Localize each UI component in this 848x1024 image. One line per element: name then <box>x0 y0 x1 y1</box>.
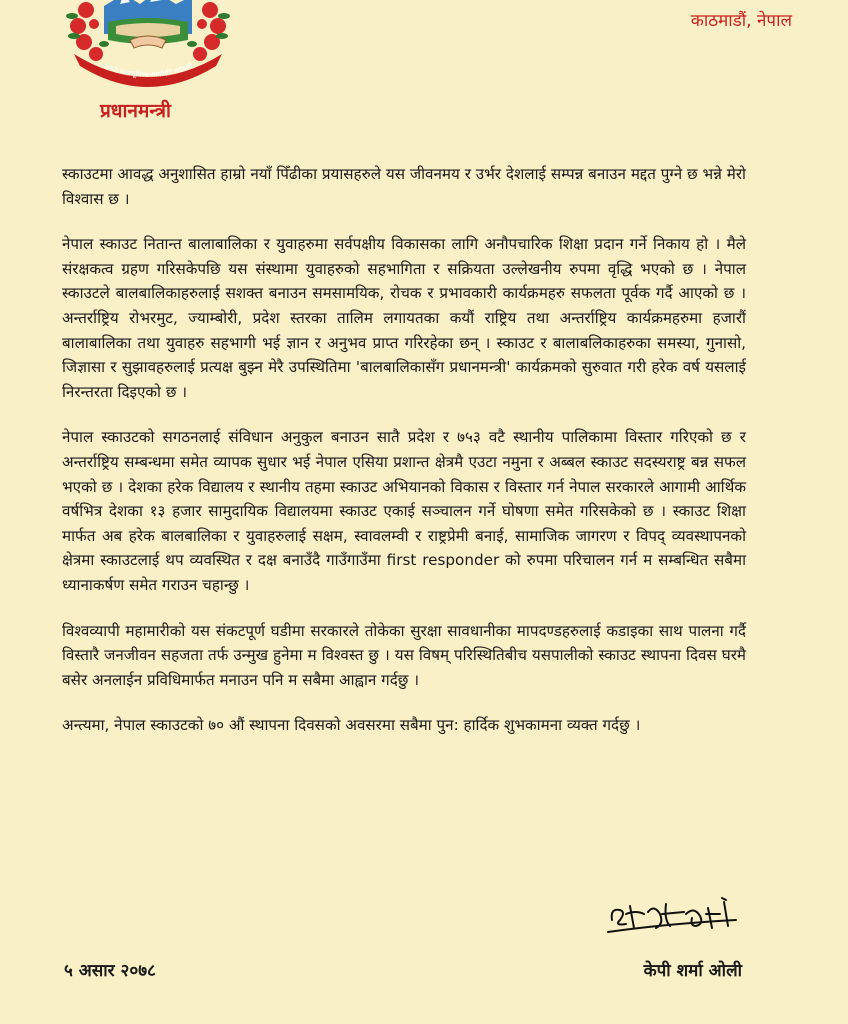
letter-date: ५ असार २०७८ <box>64 961 156 981</box>
paragraph: नेपाल स्काउट नितान्त बालाबालिका र युवाहरुमा सर्वपक्षीय विकासका लागि अनौपचारिक शिक्षा प्रदान गर्ने निकाय हो । मैले संरक्षकत्व ग्रहण गरिसकेपछि यस संस्थामा युवाहरुको सहभागिता र सक्रियता उल्लेखनीय रुपमा वृद्धि भएको छ । नेपाल स्काउटले बालबालिकाहरुलाई सशक्त बनाउन समसामयिक, रोचक र प्रभावकारी कार्यक्रमहरु सफलता पूर्वक गर्दै आएको छ । अन्तर्राष्ट्रिय रोभरमुट, ज्याम्बोरी, प्रदेश स्तरका तालिम लगायतका कयौं राष्ट्रिय तथा अन्तर्राष्ट्रिय कार्यक्रमहरुमा हजारौं बालाबालिका तथा युवाहरु सहभागी भई ज्ञान र अनुभव प्राप्त गरिरहेका छन् । स्काउट र बालाबलिकाहरुका समस्या, गुनासो, जिज्ञासा र सुझावहरुलाई प्रत्यक्ष बुझ्न मेरै उपस्थितिमा 'बालबालिकासँग प्रधानमन्त्री' कार्यक्रमको सुरुवात गरी हरेक वर्ष यसलाई निरन्तरता दिइएको छ । <box>62 235 746 401</box>
paragraph: नेपाल स्काउटको सगठनलाई संविधान अनुकुल बनाउन सातै प्रदेश र ७५३ वटै स्थानीय पालिकामा विस्तार गरिएको छ र अन्तर्राष्ट्रिय सम्बन्धमा समेत व्यापक सुधार भई नेपाल एसिया प्रशान्त क्षेत्रमै एउटा नमुना र अब्बल स्काउट सदस्यराष्ट्र बन्न सफल भएको छ । देशका हरेक विद्यालय र स्थानीय तहमा स्काउट अभियानको विकास र विस्तार गर्न नेपाल सरकारले आगामी आर्थिक वर्षभित्र देशका १३ हजार सामुदायिक विद्यालयमा स्काउट एकाई सञ्चालन गर्ने घोषणा समेत गरिसकेको छ । स्काउट शिक्षा मार्फत अब हरेक बालबालिका र युवाहरुलाई सक्षम, स्वावलम्वी र राष्ट्रप्रेमी बनाई, सामाजिक जागरण र विपद् व्यवस्थापनको क्षेत्रमा स्काउटलाई थप व्यवस्थित र दक्ष बनाउँदै गाउँगाउँमा first responder को रुपमा परिचालन गर्न म सम्बन्धित सबैमा ध्यानाकर्षण समेत गराउन चहान्छु । <box>62 428 746 594</box>
signer-name: केपी शर्मा ओली <box>643 961 742 981</box>
paragraph: अन्त्यमा, नेपाल स्काउटको ७० औं स्थापना दिवसको अवसरमा सबैमा पुन: हार्दिक शुभकामना व्यक्त गर्दछु । <box>62 716 641 735</box>
paragraph: स्काउटमा आवद्ध अनुशासित हाम्रो नयाँ पिँढीका प्रयासहरुले यस जीवनमय र उर्भर देशलाई सम्पन्न बनाउन मद्दत पुग्ने छ भन्ने मेरो विश्वास छ । <box>62 165 746 208</box>
nepal-emblem-icon <box>64 0 232 88</box>
letter-body <box>62 162 746 759</box>
location-label: काठमाडौं, नेपाल <box>690 11 792 31</box>
emblem-motto: जननी जन्मभूमिश्च स्वर्गादपि गरीयसी <box>102 62 194 80</box>
paragraph: विश्वव्यापी महामारीको यस संकटपूर्ण घडीमा सरकारले तोकेका सुरक्षा सावधानीका मापदण्डहरुलाई कडाइका साथ पालना गर्दै विस्तारै जनजीवन सहजता तर्फ उन्मुख हुनेमा म विश्वस्त छु । यस विषम् परिस्थितिबीच यसपालीको स्काउट स्थापना दिवस घरमै बसेर अनलाईन प्रविधिमार्फत मनाउन पनि म सबैमा आह्वान गर्दछु । <box>62 621 746 689</box>
signature-icon <box>604 884 744 944</box>
office-title: प्रधानमन्त्री <box>100 100 171 122</box>
